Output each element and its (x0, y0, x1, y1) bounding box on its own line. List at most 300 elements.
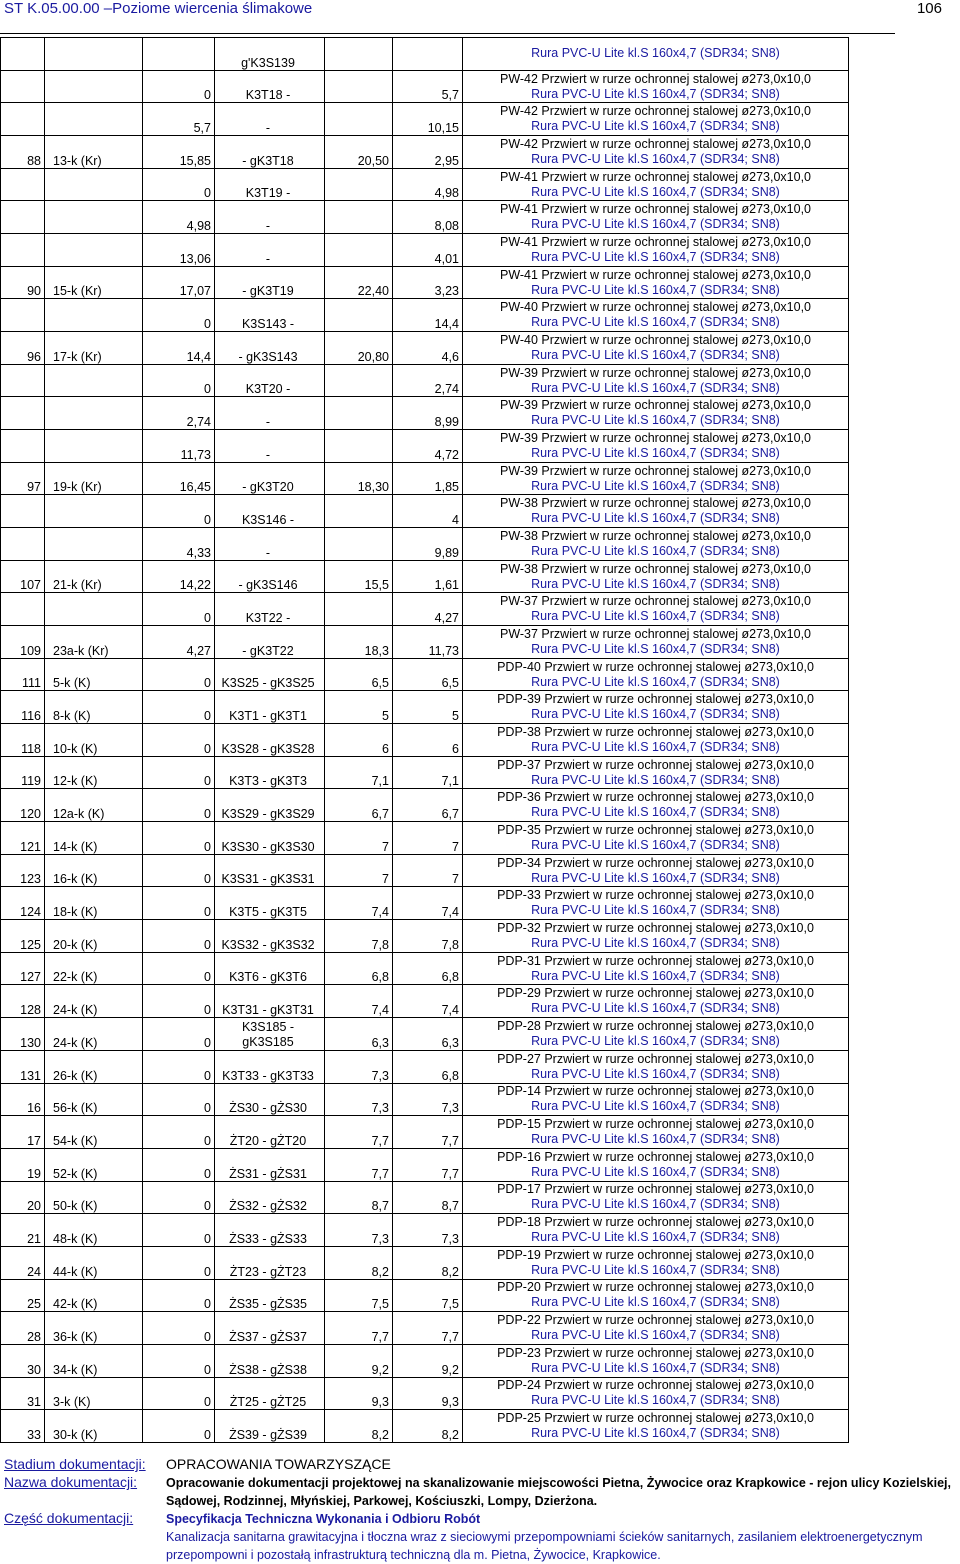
section-name: - gK3S143 (215, 332, 325, 365)
pipe-spec (463, 299, 849, 332)
well-id (45, 201, 143, 234)
table-row (1, 920, 849, 953)
start-km: 0 (143, 920, 215, 953)
page-number: 106 (916, 0, 942, 17)
length: 8,7 (393, 1181, 463, 1214)
depth: 7 (325, 822, 393, 855)
length: 6,5 (393, 658, 463, 691)
depth: 7,7 (325, 1116, 393, 1149)
table-row (1, 1181, 849, 1214)
row-number (1, 234, 45, 267)
depth (325, 430, 393, 463)
length: 8,2 (393, 1410, 463, 1443)
row-number (1, 528, 45, 561)
well-id: 16-k (K) (45, 854, 143, 887)
start-km: 0 (143, 822, 215, 855)
table-row (1, 495, 849, 528)
start-km: 0 (143, 691, 215, 724)
drilling-spec: PDP-17 Przwiert w rurze ochronnej stalowej ø273,0x10,0 (497, 1182, 814, 1197)
start-km: 14,22 (143, 560, 215, 593)
row-number (1, 201, 45, 234)
depth (325, 38, 393, 71)
pipe-spec (463, 266, 849, 299)
well-id: 14-k (K) (45, 822, 143, 855)
drilling-spec: PW-39 Przwiert w rurze ochronnej stalowej ø273,0x10,0 (499, 365, 812, 380)
length: 2,95 (393, 136, 463, 169)
row-number: 33 (1, 1410, 45, 1443)
section-name: K3S25 - gK3S25 (215, 658, 325, 691)
pipe-spec (463, 887, 849, 920)
depth: 6 (325, 724, 393, 757)
table-row (1, 1246, 849, 1279)
pipe-spec (463, 1377, 849, 1410)
pipe-spec (463, 38, 849, 71)
pipe-spec (463, 1214, 849, 1247)
length: 7 (393, 854, 463, 887)
row-number: 127 (1, 952, 45, 985)
pipe-spec (463, 462, 849, 495)
section-name: K3S146 - (215, 495, 325, 528)
start-km: 11,73 (143, 430, 215, 463)
start-km: 0 (143, 724, 215, 757)
row-number: 130 (1, 1018, 45, 1051)
pipe-material: Rura PVC-U Lite kl.S 160x4,7 (SDR34; SN8) (531, 609, 780, 624)
start-km: 0 (143, 1214, 215, 1247)
length: 8,99 (393, 397, 463, 430)
length: 1,61 (393, 560, 463, 593)
length: 7,4 (393, 887, 463, 920)
table-row (1, 70, 849, 103)
start-km: 0 (143, 887, 215, 920)
depth: 5 (325, 691, 393, 724)
pipe-spec (463, 1312, 849, 1345)
well-id: 44-k (K) (45, 1246, 143, 1279)
length: 7,5 (393, 1279, 463, 1312)
drilling-spec: PDP-25 Przwiert w rurze ochronnej stalowej ø273,0x10,0 (497, 1411, 814, 1426)
row-number (1, 168, 45, 201)
pipe-material: Rura PVC-U Lite kl.S 160x4,7 (SDR34; SN8) (531, 511, 780, 526)
well-id: 21-k (Kr) (45, 560, 143, 593)
section-name: - gK3S146 (215, 560, 325, 593)
depth: 9,2 (325, 1344, 393, 1377)
well-id: 52-k (K) (45, 1148, 143, 1181)
pipe-spec (463, 103, 849, 136)
pipe-spec (463, 691, 849, 724)
well-id (45, 528, 143, 561)
well-id: 26-k (K) (45, 1050, 143, 1083)
section-name: K3T18 - (215, 70, 325, 103)
pipe-spec (463, 756, 849, 789)
well-id: 56-k (K) (45, 1083, 143, 1116)
drilling-spec: PDP-39 Przwiert w rurze ochronnej stalowej ø273,0x10,0 (497, 692, 814, 707)
row-number: 90 (1, 266, 45, 299)
pipe-material: Rura PVC-U Lite kl.S 160x4,7 (SDR34; SN8) (531, 1132, 780, 1146)
depth (325, 299, 393, 332)
start-km: 0 (143, 364, 215, 397)
row-number: 119 (1, 756, 45, 789)
pipe-material: Rura PVC-U Lite kl.S 160x4,7 (SDR34; SN8) (531, 1164, 780, 1179)
pipe-material: Rura PVC-U Lite kl.S 160x4,7 (SDR34; SN8) (531, 1066, 780, 1081)
drilling-spec: PDP-33 Przwiert w rurze ochronnej stalowej ø273,0x10,0 (497, 888, 814, 903)
pipe-material: Rura PVC-U Lite kl.S 160x4,7 (SDR34; SN8) (531, 282, 780, 297)
pipe-spec (463, 854, 849, 887)
length: 8,2 (393, 1246, 463, 1279)
pipe-spec (463, 1148, 849, 1181)
pipe-material: Rura PVC-U Lite kl.S 160x4,7 (SDR34; SN8) (531, 1230, 780, 1245)
drilling-spec: PW-42 Przwiert w rurze ochronnej stalowej ø273,0x10,0 (499, 104, 812, 119)
length: 6,7 (393, 789, 463, 822)
start-km: 0 (143, 1312, 215, 1345)
depth: 22,40 (325, 266, 393, 299)
table-row (1, 168, 849, 201)
pipe-material: Rura PVC-U Lite kl.S 160x4,7 (SDR34; SN8) (531, 217, 780, 232)
depth: 20,80 (325, 332, 393, 365)
depth: 8,2 (325, 1410, 393, 1443)
row-number (1, 70, 45, 103)
start-km: 14,4 (143, 332, 215, 365)
depth (325, 103, 393, 136)
well-id: 19-k (Kr) (45, 462, 143, 495)
row-number: 111 (1, 658, 45, 691)
pipe-spec (463, 70, 849, 103)
row-number: 96 (1, 332, 45, 365)
well-id: 24-k (K) (45, 1018, 143, 1051)
well-id (45, 593, 143, 626)
length: 7,8 (393, 920, 463, 953)
pipe-material: Rura PVC-U Lite kl.S 160x4,7 (SDR34; SN8) (531, 576, 780, 591)
well-id: 8-k (K) (45, 691, 143, 724)
depth: 18,30 (325, 462, 393, 495)
pipe-material: Rura PVC-U Lite kl.S 160x4,7 (SDR34; SN8) (531, 772, 780, 787)
table-row (1, 593, 849, 626)
row-number: 121 (1, 822, 45, 855)
start-km: 0 (143, 1181, 215, 1214)
part-spec: Specyfikacja Techniczna Wykonania i Odbioru Robót (166, 1512, 481, 1526)
part-label: Część dokumentacji: (4, 1510, 134, 1526)
pipe-spec (463, 920, 849, 953)
start-km: 0 (143, 1083, 215, 1116)
pipe-spec (463, 364, 849, 397)
pipe-spec (463, 1279, 849, 1312)
row-number (1, 38, 45, 71)
drilling-spec: PW-42 Przwiert w rurze ochronnej stalowej ø273,0x10,0 (499, 136, 812, 151)
table-row (1, 1279, 849, 1312)
row-number: 88 (1, 136, 45, 169)
table-row (1, 234, 849, 267)
pipe-spec (463, 201, 849, 234)
pipe-material: Rura PVC-U Lite kl.S 160x4,7 (SDR34; SN8) (531, 1393, 780, 1408)
pipe-material: Rura PVC-U Lite kl.S 160x4,7 (SDR34; SN8) (531, 249, 780, 264)
start-km: 0 (143, 299, 215, 332)
length: 7 (393, 822, 463, 855)
row-number (1, 103, 45, 136)
depth: 6,3 (325, 1018, 393, 1051)
well-id: 20-k (K) (45, 920, 143, 953)
section-name: - (215, 234, 325, 267)
length: 8,08 (393, 201, 463, 234)
drilling-spec: PW-41 Przwiert w rurze ochronnej stalowej ø273,0x10,0 (499, 202, 812, 217)
row-number: 25 (1, 1279, 45, 1312)
well-id (45, 364, 143, 397)
start-km: 0 (143, 1018, 215, 1051)
section-name: K3T19 - (215, 168, 325, 201)
row-number: 107 (1, 560, 45, 593)
length: 5,7 (393, 70, 463, 103)
length: 3,23 (393, 266, 463, 299)
row-number: 120 (1, 789, 45, 822)
depth (325, 397, 393, 430)
drilling-spec: PW-38 Przwiert w rurze ochronnej stalowej ø273,0x10,0 (499, 496, 812, 511)
pipe-material: Rura PVC-U Lite kl.S 160x4,7 (SDR34; SN8) (531, 1001, 780, 1016)
well-id: 34-k (K) (45, 1344, 143, 1377)
table-row (1, 658, 849, 691)
section-name: ŻS31 - gŻS31 (215, 1148, 325, 1181)
depth (325, 168, 393, 201)
well-id: 36-k (K) (45, 1312, 143, 1345)
pipe-spec (463, 789, 849, 822)
pipe-material: Rura PVC-U Lite kl.S 160x4,7 (SDR34; SN8) (531, 870, 780, 885)
table-row (1, 1377, 849, 1410)
drilling-spec: PDP-23 Przwiert w rurze ochronnej stalowej ø273,0x10,0 (497, 1345, 814, 1360)
row-number: 128 (1, 985, 45, 1018)
table-row (1, 724, 849, 757)
document-title: ST K.05.00.00 –Poziome wiercenia ślimakowe (4, 0, 313, 17)
row-number: 21 (1, 1214, 45, 1247)
row-number: 109 (1, 626, 45, 659)
row-number: 123 (1, 854, 45, 887)
well-id (45, 495, 143, 528)
well-id (45, 168, 143, 201)
section-name: ŻT25 - gŻT25 (215, 1377, 325, 1410)
table-row (1, 952, 849, 985)
pipe-material: Rura PVC-U Lite kl.S 160x4,7 (SDR34; SN8) (531, 739, 780, 754)
pipe-spec (463, 560, 849, 593)
drilling-spec: PDP-19 Przwiert w rurze ochronnej stalowej ø273,0x10,0 (497, 1247, 814, 1262)
depth: 9,3 (325, 1377, 393, 1410)
pipe-material: Rura PVC-U Lite kl.S 160x4,7 (SDR34; SN8) (531, 184, 780, 199)
table-row (1, 332, 849, 365)
drilling-spec: PW-41 Przwiert w rurze ochronnej stalowej ø273,0x10,0 (499, 234, 812, 249)
well-id: 10-k (K) (45, 724, 143, 757)
start-km: 2,74 (143, 397, 215, 430)
name-label: Nazwa dokumentacji: (4, 1474, 138, 1490)
depth (325, 495, 393, 528)
depth: 8,7 (325, 1181, 393, 1214)
drilling-spec: PW-39 Przwiert w rurze ochronnej stalowej ø273,0x10,0 (499, 398, 812, 413)
drilling-spec: PDP-16 Przwiert w rurze ochronnej stalowej ø273,0x10,0 (497, 1149, 814, 1164)
table-row (1, 38, 849, 71)
pipe-spec (463, 822, 849, 855)
part-value (166, 1510, 960, 1564)
length: 6,3 (393, 1018, 463, 1051)
drilling-spec: PW-41 Przwiert w rurze ochronnej stalowej ø273,0x10,0 (499, 169, 812, 184)
pipe-material: Rura PVC-U Lite kl.S 160x4,7 (SDR34; SN8) (531, 968, 780, 983)
pipe-material: Rura PVC-U Lite kl.S 160x4,7 (SDR34; SN8) (531, 86, 780, 101)
length: 10,15 (393, 103, 463, 136)
start-km (143, 38, 215, 71)
length: 4,6 (393, 332, 463, 365)
section-name: ŻT23 - gŻT23 (215, 1246, 325, 1279)
length: 5 (393, 691, 463, 724)
section-name: ŻS30 - gŻS30 (215, 1083, 325, 1116)
drilling-spec: PDP-14 Przwiert w rurze ochronnej stalowej ø273,0x10,0 (497, 1084, 814, 1099)
pipe-material: Rura PVC-U Lite kl.S 160x4,7 (SDR34; SN8) (531, 347, 780, 362)
section-name: ŻS33 - gŻS33 (215, 1214, 325, 1247)
pipe-spec (463, 985, 849, 1018)
drilling-spec: PW-40 Przwiert w rurze ochronnej stalowej ø273,0x10,0 (499, 332, 812, 347)
start-km: 0 (143, 70, 215, 103)
row-number (1, 430, 45, 463)
pipe-material: Rura PVC-U Lite kl.S 160x4,7 (SDR34; SN8) (531, 478, 780, 493)
well-id: 50-k (K) (45, 1181, 143, 1214)
section-name: K3T5 - gK3T5 (215, 887, 325, 920)
pipe-material: Rura PVC-U Lite kl.S 160x4,7 (SDR34; SN8) (531, 445, 780, 460)
pipe-material: Rura PVC-U Lite kl.S 160x4,7 (SDR34; SN8) (531, 1295, 780, 1310)
drilling-spec: PW-39 Przwiert w rurze ochronnej stalowej ø273,0x10,0 (499, 430, 812, 445)
drilling-spec: PW-42 Przwiert w rurze ochronnej stalowej ø273,0x10,0 (499, 71, 812, 86)
drilling-spec: PW-41 Przwiert w rurze ochronnej stalowej ø273,0x10,0 (499, 267, 812, 282)
table-row (1, 854, 849, 887)
depth: 7,5 (325, 1279, 393, 1312)
pipe-spec (463, 234, 849, 267)
well-id: 42-k (K) (45, 1279, 143, 1312)
depth (325, 201, 393, 234)
pipe-spec (463, 1050, 849, 1083)
section-name: K3S29 - gK3S29 (215, 789, 325, 822)
table-row (1, 1410, 849, 1443)
pipe-spec (463, 495, 849, 528)
table-row (1, 1214, 849, 1247)
length: 6,8 (393, 952, 463, 985)
start-km: 0 (143, 854, 215, 887)
row-number (1, 364, 45, 397)
depth: 7,3 (325, 1083, 393, 1116)
section-name: K3T6 - gK3T6 (215, 952, 325, 985)
well-id: 18-k (K) (45, 887, 143, 920)
start-km: 0 (143, 593, 215, 626)
table-row (1, 462, 849, 495)
row-number: 19 (1, 1148, 45, 1181)
well-id (45, 430, 143, 463)
pipe-material: Rura PVC-U Lite kl.S 160x4,7 (SDR34; SN8) (531, 805, 780, 820)
drilling-spec: PDP-18 Przwiert w rurze ochronnej stalowej ø273,0x10,0 (497, 1215, 814, 1230)
pipe-spec (463, 332, 849, 365)
section-name: K3S28 - gK3S28 (215, 724, 325, 757)
depth: 15,5 (325, 560, 393, 593)
section-name: ŻT20 - gŻT20 (215, 1116, 325, 1149)
table-row (1, 1312, 849, 1345)
length: 4,01 (393, 234, 463, 267)
table-row (1, 789, 849, 822)
depth (325, 528, 393, 561)
table-row (1, 822, 849, 855)
section-name: - (215, 201, 325, 234)
section-name: K3S30 - gK3S30 (215, 822, 325, 855)
pipe-spec (463, 626, 849, 659)
pipe-spec (463, 430, 849, 463)
start-km: 13,06 (143, 234, 215, 267)
start-km: 0 (143, 789, 215, 822)
start-km: 0 (143, 1410, 215, 1443)
length: 7,3 (393, 1214, 463, 1247)
section-name: ŻS32 - gŻS32 (215, 1181, 325, 1214)
pipe-material: Rura PVC-U Lite kl.S 160x4,7 (SDR34; SN8) (531, 543, 780, 558)
well-id: 22-k (K) (45, 952, 143, 985)
section-name: K3T3 - gK3T3 (215, 756, 325, 789)
pipe-spec (463, 658, 849, 691)
length: 9,2 (393, 1344, 463, 1377)
pipe-material: Rura PVC-U Lite kl.S 160x4,7 (SDR34; SN8) (531, 707, 780, 722)
drilling-spec: PW-37 Przwiert w rurze ochronnej stalowej ø273,0x10,0 (499, 594, 812, 609)
row-number: 20 (1, 1181, 45, 1214)
pipe-spec (463, 1344, 849, 1377)
length: 1,85 (393, 462, 463, 495)
start-km: 0 (143, 168, 215, 201)
table-row (1, 756, 849, 789)
start-km: 4,33 (143, 528, 215, 561)
well-id (45, 103, 143, 136)
pipe-material: Rura PVC-U Lite kl.S 160x4,7 (SDR34; SN8) (531, 837, 780, 852)
table-row (1, 201, 849, 234)
length: 7,3 (393, 1083, 463, 1116)
table-row (1, 1018, 849, 1051)
depth: 7 (325, 854, 393, 887)
length: 4 (393, 495, 463, 528)
table-row (1, 364, 849, 397)
well-id: 23a-k (Kr) (45, 626, 143, 659)
section-name: K3T1 - gK3T1 (215, 691, 325, 724)
drilling-spec: PDP-36 Przwiert w rurze ochronnej stalowej ø273,0x10,0 (497, 790, 814, 805)
depth (325, 234, 393, 267)
depth (325, 70, 393, 103)
pipe-spec (463, 1018, 849, 1051)
table-row (1, 887, 849, 920)
table-row (1, 397, 849, 430)
drilling-spec: PDP-40 Przwiert w rurze ochronnej stalowej ø273,0x10,0 (497, 659, 814, 674)
row-number: 97 (1, 462, 45, 495)
table-row (1, 1344, 849, 1377)
well-id: 54-k (K) (45, 1116, 143, 1149)
depth: 7,7 (325, 1312, 393, 1345)
row-number: 116 (1, 691, 45, 724)
length: 7,4 (393, 985, 463, 1018)
start-km: 0 (143, 658, 215, 691)
start-km: 0 (143, 1377, 215, 1410)
drilling-spec: PDP-35 Przwiert w rurze ochronnej stalowej ø273,0x10,0 (497, 822, 814, 837)
length: 9,89 (393, 528, 463, 561)
drilling-spec: PDP-24 Przwiert w rurze ochronnej stalowej ø273,0x10,0 (497, 1378, 814, 1393)
start-km: 0 (143, 756, 215, 789)
length: 4,98 (393, 168, 463, 201)
pipe-spec (463, 1116, 849, 1149)
length: 6,8 (393, 1050, 463, 1083)
well-id: 24-k (K) (45, 985, 143, 1018)
well-id: 48-k (K) (45, 1214, 143, 1247)
section-name: K3T22 - (215, 593, 325, 626)
section-name: - (215, 528, 325, 561)
section-name: - (215, 397, 325, 430)
pipe-material: Rura PVC-U Lite kl.S 160x4,7 (SDR34; SN8) (531, 380, 780, 395)
pipe-spec (463, 136, 849, 169)
row-number: 118 (1, 724, 45, 757)
pipe-spec (463, 1246, 849, 1279)
length: 7,7 (393, 1312, 463, 1345)
pipe-material: Rura PVC-U Lite kl.S 160x4,7 (SDR34; SN8) (531, 1197, 780, 1212)
pipe-material: Rura PVC-U Lite kl.S 160x4,7 (SDR34; SN8) (531, 935, 780, 950)
pipe-material: Rura PVC-U Lite kl.S 160x4,7 (SDR34; SN8) (531, 903, 780, 918)
well-id (45, 38, 143, 71)
start-km: 0 (143, 1116, 215, 1149)
